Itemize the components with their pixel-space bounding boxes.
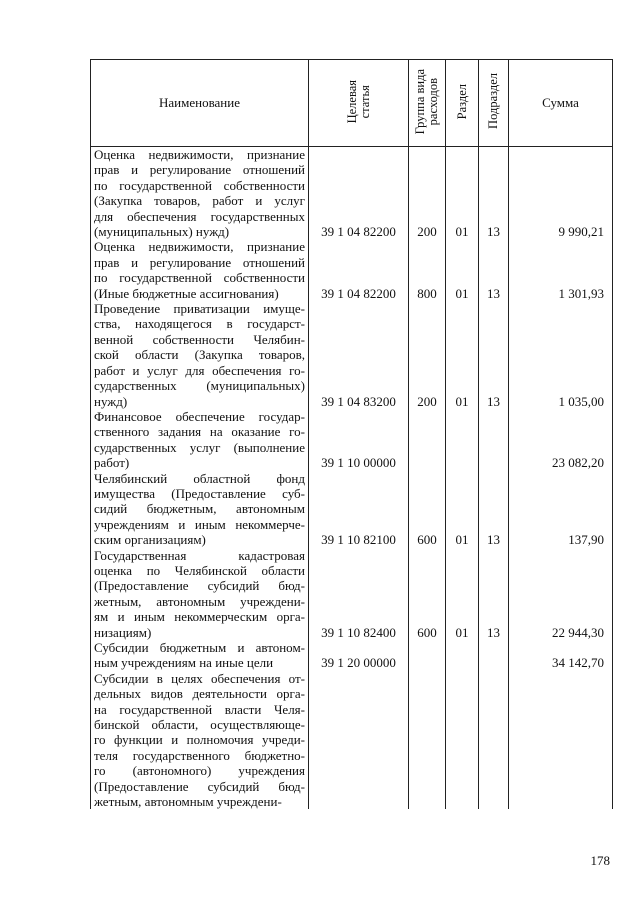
row-target-article: 39 1 10 00000 [309, 409, 409, 471]
row-expense-group [409, 671, 446, 810]
row-subsection [479, 671, 509, 810]
row-name-cell [91, 147, 309, 240]
row-name-line: ства, находящегося в государст- [94, 316, 305, 332]
row-name-cell [91, 239, 309, 301]
row-subsection [479, 409, 509, 471]
row-name-line: Проведение приватизации имуще- [94, 301, 305, 317]
row-name-line: теля государственного бюджетно- [94, 747, 305, 763]
row-name-line: венной собственности Челябин- [94, 331, 305, 347]
row-name-line: (Предоставление субсидий бюд- [94, 778, 305, 794]
row-name-line: прав и регулирование отношений [94, 254, 305, 270]
row-name-line: оценка по Челябинской области [94, 562, 305, 578]
row-name-cell [91, 301, 309, 409]
row-name-line: Оценка недвижимости, признание [94, 239, 305, 255]
header-expense-group: Группа вида расходов [409, 60, 446, 147]
row-sum: 22 944,30 [509, 548, 613, 640]
row-name-line: сударственных (муниципальных) [94, 378, 305, 394]
table-row [91, 671, 613, 810]
row-name-line: сударственных услуг (выполнение [94, 439, 305, 455]
row-sum: 1 035,00 [509, 301, 613, 409]
table-row [91, 409, 613, 471]
row-name-line: (Иные бюджетные ассигнования) [94, 285, 279, 301]
row-section [446, 671, 479, 810]
row-expense-group: 600 [409, 548, 446, 640]
row-expense-group: 200 [409, 301, 446, 409]
row-subsection: 13 [479, 147, 509, 240]
header-section: Раздел [446, 60, 479, 147]
row-name-line: прав и регулирование отношений [94, 162, 305, 178]
row-expense-group: 200 [409, 147, 446, 240]
row-section [446, 640, 479, 671]
row-name-line: для обеспечения государственных [94, 208, 305, 224]
page-number: 178 [590, 853, 610, 868]
row-subsection: 13 [479, 301, 509, 409]
table-row [91, 471, 613, 548]
row-sum: 9 990,21 [509, 147, 613, 240]
table-row [91, 548, 613, 640]
row-name-line: по государственной собственности [94, 177, 305, 193]
row-name-line: имущества (Предоставление суб- [94, 485, 305, 501]
row-name-line: работ и услуг для обеспечения го- [94, 362, 305, 378]
row-name-cell [91, 409, 309, 471]
row-section: 01 [446, 301, 479, 409]
budget-table [90, 59, 613, 809]
row-name-line: Челябинский областной фонд [94, 470, 305, 486]
row-name-line: Финансовое обеспечение государ- [94, 408, 305, 424]
row-expense-group: 600 [409, 471, 446, 548]
row-name-line: нужд) [94, 393, 128, 409]
row-name-line: ям и иным некоммерческим орга- [94, 609, 305, 625]
row-sum: 34 142,70 [509, 640, 613, 671]
table-row [91, 239, 613, 301]
header-sum: Сумма [509, 60, 613, 147]
header-name: Наименование [91, 60, 309, 147]
row-name-line: по государственной собственности [94, 270, 305, 286]
row-name-line: го функции и полномочия учреди- [94, 732, 305, 748]
row-target-article: 39 1 10 82100 [309, 471, 409, 548]
row-target-article: 39 1 10 82400 [309, 548, 409, 640]
table-header-row [91, 60, 613, 147]
row-name-line: ской области (Закупка товаров, [94, 347, 305, 363]
row-name-line: Субсидии в целях обеспечения от- [94, 670, 305, 686]
table-body [91, 147, 613, 810]
row-name-line: ским организациям) [94, 532, 206, 548]
row-name-line: Государственная кадастровая [94, 547, 305, 563]
row-subsection [479, 640, 509, 671]
row-name-line: (Предоставление субсидий бюд- [94, 578, 305, 594]
row-name-line: (Закупка товаров, работ и услуг [94, 193, 305, 209]
row-target-article: 39 1 04 83200 [309, 301, 409, 409]
row-sum: 1 301,93 [509, 239, 613, 301]
row-name-cell [91, 471, 309, 548]
table-row [91, 640, 613, 671]
row-expense-group [409, 640, 446, 671]
row-name-line: низациям) [94, 624, 152, 640]
row-expense-group [409, 409, 446, 471]
row-name-line: дельных видов деятельности орга- [94, 686, 305, 702]
row-section: 01 [446, 471, 479, 548]
row-subsection: 13 [479, 239, 509, 301]
row-sum [509, 671, 613, 810]
row-name-line: Оценка недвижимости, признание [94, 147, 305, 162]
row-section: 01 [446, 548, 479, 640]
header-subsection: Подраздел [479, 60, 509, 147]
row-target-article: 39 1 04 82200 [309, 239, 409, 301]
row-name-cell [91, 671, 309, 810]
row-name-line: го (автономного) учреждения [94, 763, 305, 779]
row-section: 01 [446, 147, 479, 240]
row-name-line: ственного задания на оказание го- [94, 424, 305, 440]
row-name-line: на государственной власти Челя- [94, 701, 305, 717]
row-target-article: 39 1 04 82200 [309, 147, 409, 240]
row-name-cell [91, 640, 309, 671]
row-section: 01 [446, 239, 479, 301]
table-row [91, 301, 613, 409]
row-subsection: 13 [479, 548, 509, 640]
row-sum: 137,90 [509, 471, 613, 548]
row-name-line: учреждениям и иным некоммерче- [94, 516, 305, 532]
row-expense-group: 800 [409, 239, 446, 301]
row-subsection: 13 [479, 471, 509, 548]
row-name-line: жетным, автономным учреждени- [94, 593, 305, 609]
row-name-line: работ) [94, 455, 130, 471]
header-target-article: Целевая статья [309, 60, 409, 147]
row-section [446, 409, 479, 471]
row-name-line: Субсидии бюджетным и автоном- [94, 640, 305, 655]
row-name-cell [91, 548, 309, 640]
row-name-line: жетным, автономным учреждени- [94, 794, 282, 810]
table-row [91, 147, 613, 240]
row-name-line: бинской области, осуществляюще- [94, 717, 305, 733]
row-sum: 23 082,20 [509, 409, 613, 471]
row-target-article: 39 1 20 00000 [309, 640, 409, 671]
row-name-line: сидий бюджетным, автономным [94, 501, 305, 517]
row-target-article [309, 671, 409, 810]
row-name-line: ным учреждениям на иные цели [94, 655, 274, 671]
row-name-line: (муниципальных) нужд) [94, 224, 230, 240]
